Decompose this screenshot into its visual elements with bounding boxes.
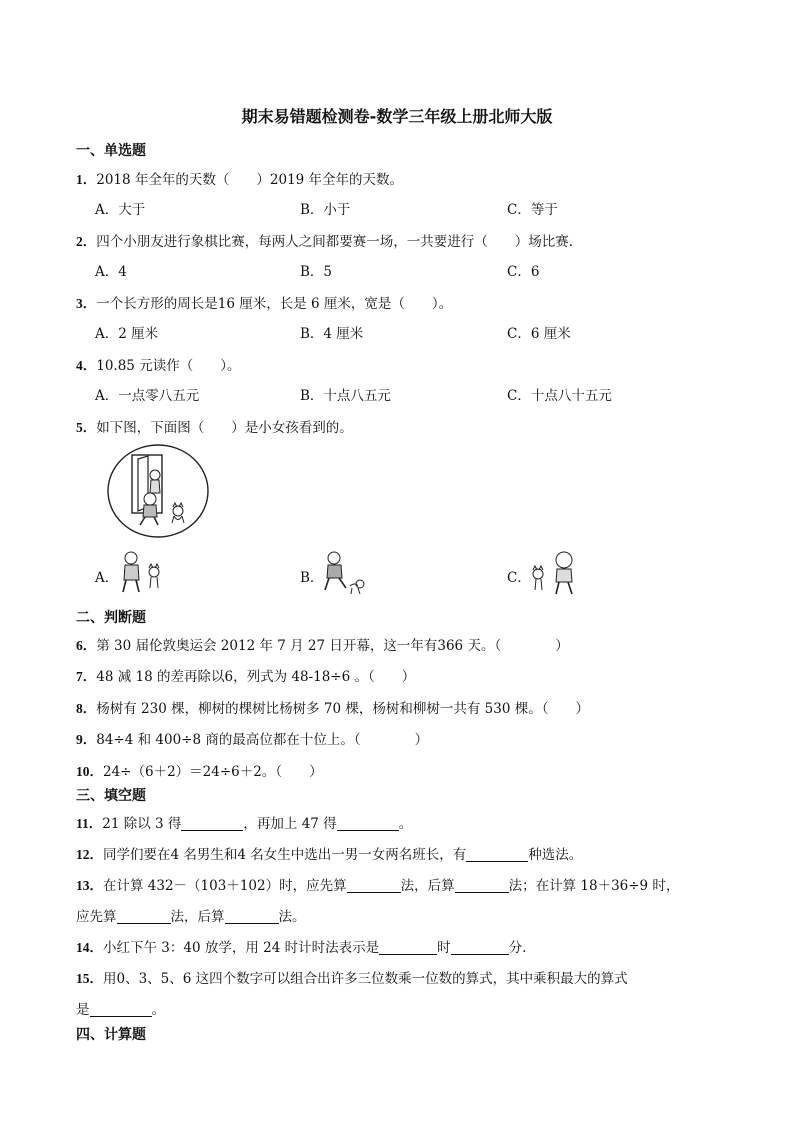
option-c-label: C．: [507, 570, 531, 586]
question-3: [76, 292, 452, 312]
question-text: 。: [398, 816, 413, 832]
question-number: 8．: [76, 701, 97, 716]
answer-blank[interactable]: [347, 878, 401, 893]
option-b: B．小于: [300, 202, 351, 218]
question-text: 84÷4 和 400÷8 商的最高位都在十位上。（ ）: [96, 732, 429, 748]
question-4: [76, 354, 240, 374]
option-a-image: [117, 548, 167, 598]
question-number: 13．: [76, 878, 103, 893]
question-text: 时: [437, 940, 451, 956]
question-number: 11．: [76, 816, 103, 831]
option-b: B．5: [300, 264, 333, 280]
question-number: 9．: [76, 732, 97, 747]
question-5: [76, 416, 353, 436]
question-text: 第 30 届伦敦奥运会 2012 年 7 月 27 日开幕，这一年有366 天。（ ）: [96, 638, 569, 654]
option-b: B．十点八五元: [300, 388, 391, 404]
question-number: 14．: [76, 940, 103, 955]
question-text: ，再加上 47 得: [243, 816, 337, 832]
question-15: [76, 967, 628, 987]
question-text: 48 减 18 的差再除以6，列式为 48-18÷6 。（ ）: [96, 669, 416, 685]
option-a: A．一点零八五元: [95, 388, 200, 404]
question-7: [76, 665, 415, 685]
question-text: 同学们要在4 名男生和4 名女生中选出一男一女两名班长，有: [103, 847, 467, 863]
answer-blank[interactable]: [451, 940, 509, 955]
question-text: 法，后算: [400, 878, 455, 894]
answer-blank[interactable]: [225, 909, 279, 924]
question-text: 2018 年全年的天数（ ）2019 年全年的天数。: [96, 172, 404, 188]
question-text: 在计算 432－（103＋102）时，应先算: [103, 878, 347, 894]
question-number: 2．: [76, 234, 97, 249]
option-c: C．等于: [507, 202, 558, 218]
question-text: 是: [76, 1002, 90, 1018]
question-11: [76, 812, 412, 832]
question-text: 法；在计算 18＋36÷9 时，: [508, 878, 680, 894]
question-13-continued: [76, 905, 306, 925]
question-2: [76, 230, 582, 250]
option-a-label: A．: [95, 570, 119, 586]
question-1: [76, 168, 403, 188]
answer-blank[interactable]: [117, 909, 171, 924]
question-12: [76, 843, 582, 863]
option-b: B．4 厘米: [300, 326, 364, 342]
question-text: 分.: [508, 940, 527, 956]
option-c: C．6: [507, 264, 540, 280]
section-heading-single-choice: 一、单选题: [76, 143, 146, 159]
question-10: [76, 760, 323, 780]
option-a: A．4: [95, 264, 127, 280]
question-number: 12．: [76, 847, 103, 862]
question-text: 24÷（6＋2）＝24÷6＋2。（ ）: [103, 764, 323, 780]
question-number: 15．: [76, 971, 103, 986]
question-13: [76, 874, 679, 894]
question-text: 。: [151, 1002, 165, 1018]
option-b-image: [320, 548, 372, 598]
question-text: 小红下午 3：40 放学，用 24 时计时法表示是: [103, 940, 380, 956]
question-14: [76, 936, 526, 956]
section-heading-fill-in: 三、填空题: [76, 788, 146, 804]
question-number: 6．: [76, 638, 97, 653]
question-9: [76, 728, 428, 748]
question-text: 用0、3、5、6 这四个数字可以组合出许多三位数乘一位数的算式，其中乘积最大的算式: [103, 971, 628, 987]
question-text: 杨树有 230 棵，柳树的棵树比杨树多 70 棵，杨树和柳树一共有 530 棵。（ ）: [96, 701, 589, 717]
section-heading-true-false: 二、判断题: [76, 610, 146, 626]
answer-blank[interactable]: [337, 816, 399, 831]
option-a: A．大于: [95, 202, 146, 218]
question-6: [76, 634, 569, 654]
answer-blank[interactable]: [379, 940, 437, 955]
question-number: 5．: [76, 420, 97, 435]
question-number: 10．: [76, 764, 103, 779]
answer-blank[interactable]: [90, 1002, 152, 1017]
answer-blank[interactable]: [181, 816, 243, 831]
question-number: 4．: [76, 358, 97, 373]
question-text: 10.85 元读作（ ）。: [96, 358, 241, 374]
option-a: A．2 厘米: [95, 326, 159, 342]
question-text: 法，后算: [170, 909, 225, 925]
question-text: 四个小朋友进行象棋比赛，每两人之间都要赛一场，一共要进行（ ）场比赛．: [96, 234, 583, 250]
option-c: C．6 厘米: [507, 326, 571, 342]
question-text: 法。: [278, 909, 306, 925]
question-number: 1．: [76, 172, 97, 187]
scene-illustration: [106, 443, 210, 539]
question-text: 如下图，下面图（ ）是小女孩看到的。: [96, 420, 353, 436]
question-text: 一个长方形的周长是16 厘米，长是 6 厘米，宽是（ ）。: [96, 296, 453, 312]
section-heading-calculation: 四、计算题: [76, 1027, 146, 1043]
question-text: 应先算: [76, 909, 117, 925]
question-8: [76, 697, 589, 717]
answer-blank[interactable]: [466, 847, 528, 862]
option-b-label: B．: [300, 570, 324, 586]
question-15-continued: [76, 998, 165, 1018]
question-text: 21 除以 3 得: [102, 816, 182, 832]
page-title: 期末易错题检测卷-数学三年级上册北师大版: [241, 107, 553, 126]
answer-blank[interactable]: [455, 878, 509, 893]
option-c-image: [528, 548, 580, 598]
question-number: 7．: [76, 669, 97, 684]
option-c: C．十点八十五元: [507, 388, 612, 404]
question-text: 种选法。: [528, 847, 583, 863]
question-number: 3．: [76, 296, 97, 311]
